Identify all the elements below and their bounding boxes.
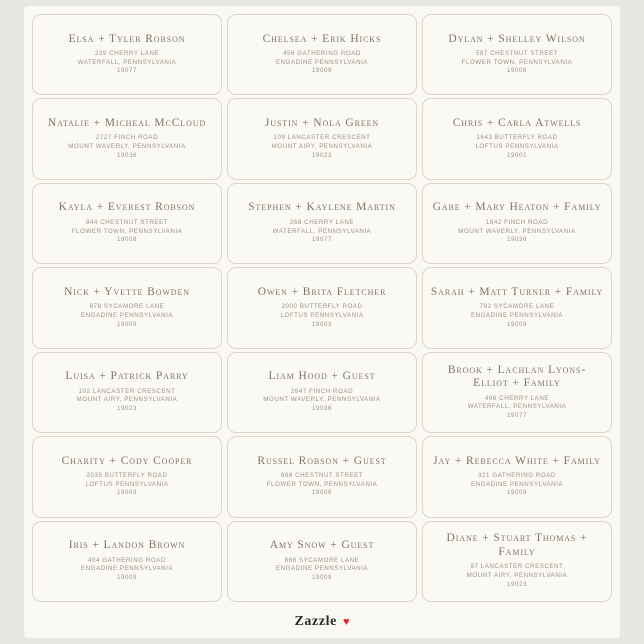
address-label [227,352,417,433]
label-address-line: 2727 FINCH ROAD [95,134,159,142]
address-label [422,267,612,348]
label-names: Diane + Stuart Thomas + Family [446,532,588,558]
label-address [81,557,173,583]
label-address-line: 19003 [117,489,137,497]
label-address-line: 19077 [117,67,137,75]
label-address-line: 2035 BUTTERFLY ROAD [86,472,168,480]
sticker-sheet [24,6,620,638]
label-address-line: MOUNT AIRY, PENNSYLVANIA [466,571,568,579]
label-address [276,50,368,76]
label-address-line: FLOWER TOWN, PENNSYLVANIA [266,480,378,488]
address-label [227,98,417,179]
address-label [32,14,222,95]
label-address-line: 19009 [117,573,137,581]
address-label [227,521,417,602]
label-address-line: 868 SYCAMORE LANE [284,556,360,564]
label-address-line: WATERFALL, PENNSYLVANIA [467,403,567,411]
label-names: Dylan + Shelley Wilson [448,32,586,45]
label-address-line: 19009 [507,489,527,497]
label-names: Nick + Yvette Bowden [64,285,190,298]
label-address [77,388,178,414]
label-names: Chris + Carla Atwells [452,116,582,129]
label-names: Charity + Cody Cooper [61,454,193,467]
label-address [468,395,567,421]
label-address-line: 19077 [507,411,527,419]
label-address-line: LOFTUS PENNSYLVANIA [85,480,169,488]
label-address [467,563,568,589]
label-address [272,134,373,160]
label-address-line: LOFTUS PENNSYLVANIA [475,143,559,151]
address-label [422,352,612,433]
label-address [263,388,380,414]
address-label [227,267,417,348]
label-address [72,219,183,245]
label-names: Justin + Nola Green [264,116,380,129]
label-address-line: WATERFALL, PENNSYLVANIA [77,58,177,66]
label-address-line: 97 LANCASTER CRESCENT [470,563,564,571]
label-address-line: 19009 [312,67,332,75]
label-address [462,50,573,76]
label-names: Russel Robson + Guest [257,454,387,467]
label-address [81,303,173,329]
label-address [471,303,563,329]
label-address-line: 321 GATHERING ROAD [478,472,556,480]
label-address-line: ENGADINE PENNSYLVANIA [275,58,369,66]
label-address-line: 678 SYCAMORE LANE [89,303,165,311]
label-address-line: 792 SYCAMORE LANE [479,303,555,311]
label-address-line: MOUNT WAVERLY, PENNSYLVANIA [458,227,576,235]
label-names: Elsa + Tyler Robson [68,32,186,45]
label-address-line: LOFTUS PENNSYLVANIA [280,311,364,319]
label-address-line: ENGADINE PENNSYLVANIA [80,311,174,319]
label-names: Brook + Lachlan Lyons-Elliot + Family [447,363,587,390]
label-address-line: 496 CHERRY LANE [484,394,550,402]
address-label [422,436,612,517]
zazzle-logo: Zazzle [294,614,337,629]
label-address-line: 404 GATHERING ROAD [88,556,166,564]
address-label [422,98,612,179]
label-address-line: FLOWER TOWN, PENNSYLVANIA [71,227,183,235]
label-address-line: 19009 [507,320,527,328]
label-address-line: MOUNT WAVERLY, PENNSYLVANIA [263,396,381,404]
label-address-line: 19077 [312,236,332,244]
label-address-line: 1643 BUTTERFLY ROAD [476,134,558,142]
address-label [32,267,222,348]
label-address [273,219,372,245]
label-address-line: 109 LANCASTER CRESCENT [273,134,371,142]
address-label [227,183,417,264]
label-address-line: 587 CHESTNUT STREET [475,50,559,58]
address-label [422,183,612,264]
label-address-line: 688 CHESTNUT STREET [280,472,364,480]
label-address-line: 19023 [117,404,137,412]
label-address-line: 19003 [312,320,332,328]
address-label [32,183,222,264]
label-address-line: 102 LANCASTER CRESCENT [78,387,176,395]
label-address-line: MOUNT WAVERLY, PENNSYLVANIA [68,143,186,151]
heart-icon: ♥ [342,615,350,628]
label-address [68,134,185,160]
label-address-line: 19036 [507,236,527,244]
label-address-line: ENGADINE PENNSYLVANIA [470,480,564,488]
label-address [471,472,563,498]
label-address-line: 19036 [312,404,332,412]
label-address [280,303,363,329]
label-address-line: 1842 FINCH ROAD [485,218,549,226]
address-label [422,14,612,95]
label-address-line: WATERFALL, PENNSYLVANIA [272,227,372,235]
label-address-line: 19023 [507,580,527,588]
label-address-line: MOUNT AIRY, PENNSYLVANIA [271,143,373,151]
label-address-line: 19023 [312,151,332,159]
label-names: Jay + Rebecca White + Family [433,454,601,467]
label-address-line: 19009 [312,573,332,581]
label-grid [32,14,612,602]
address-label [422,521,612,602]
label-address-line: ENGADINE PENNSYLVANIA [470,311,564,319]
label-address-line: 19008 [117,236,137,244]
label-address-line: ENGADINE PENNSYLVANIA [80,565,174,573]
label-address-line: 19036 [117,151,137,159]
label-names: Amy Snow + Guest [269,539,375,552]
label-address-line: MOUNT AIRY, PENNSYLVANIA [76,396,178,404]
label-address-line: 19001 [507,151,527,159]
label-address-line: 268 CHERRY LANE [289,218,355,226]
address-label [227,14,417,95]
label-names: Liam Hood + Guest [268,370,376,383]
label-names: Owen + Brita Fletcher [257,285,387,298]
label-address [78,50,177,76]
label-names: Stephen + Kaylene Martin [248,201,396,214]
label-names: Natalie + Micheal McCloud [47,116,207,129]
address-label [32,352,222,433]
label-address [85,472,168,498]
label-address-line: FLOWER TOWN, PENNSYLVANIA [461,58,573,66]
label-address-line: 239 CHERRY LANE [94,50,160,58]
address-label [32,521,222,602]
label-address-line: 2647 FINCH ROAD [290,387,354,395]
label-address [458,219,575,245]
label-names: Chelsea + Erik Hicks [262,32,382,45]
label-address-line: 19008 [507,67,527,75]
label-address [267,472,378,498]
label-address-line: 844 CHESTNUT STREET [85,218,169,226]
address-label [227,436,417,517]
label-address-line: 19008 [312,489,332,497]
footer-branding [24,614,620,630]
label-names: Iris + Landon Brown [68,539,186,552]
label-names: Kayla + Everest Robson [58,201,196,214]
label-names: Luisa + Patrick Parry [65,370,189,383]
label-names: Sarah + Matt Turner + Family [430,285,604,298]
label-address-line: 19009 [117,320,137,328]
label-address-line: ENGADINE PENNSYLVANIA [275,565,369,573]
label-address [276,557,368,583]
label-address-line: 456 GATHERING ROAD [283,50,361,58]
label-address [475,134,558,160]
address-label [32,436,222,517]
address-label [32,98,222,179]
label-address-line: 2000 BUTTERFLY ROAD [281,303,363,311]
label-names: Gabe + Mary Heaton + Family [432,201,602,214]
